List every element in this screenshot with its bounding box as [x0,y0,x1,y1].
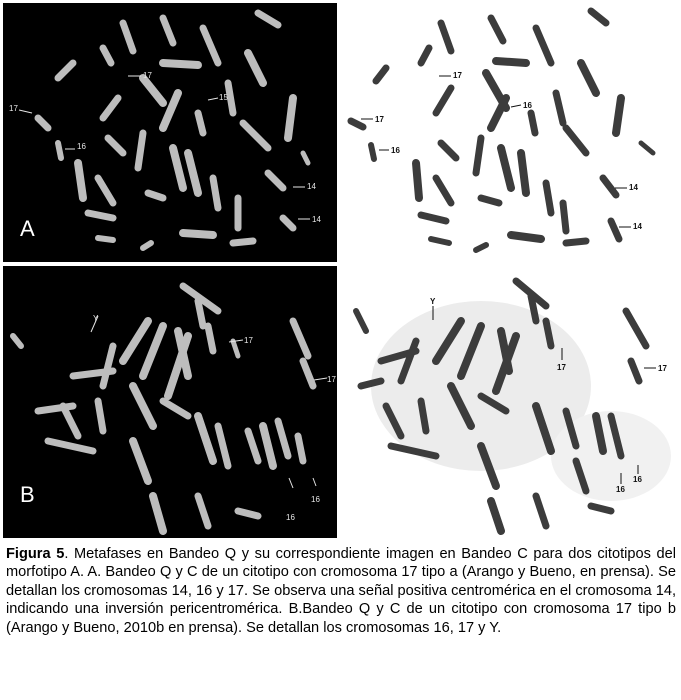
figure-caption [6,545,676,637]
figure-caption-label: Figura 5 [6,546,65,562]
label-17-a-q-2: 17 [9,104,18,113]
label-17-b-q-2: 17 [327,375,336,384]
panel-b-c-banding [341,266,678,538]
figure-caption-text: . Metafases en Bandeo Q y su correspondiente imagen en Bandeo C para dos citotipos del morfotipo A. A. Bandeo Q y C de un citotipo con cromosoma 17 tipo a (Arango y Bueno, en prensa). Se detallan los cromosomas 14, 16 y 17. Se observa una señal positiva centromérica en el cromosoma 14, indicando una inversión pericentromérica. B.Bandeo Q y C de un citotipo con cromosoma 17 tipo b (Arango y Bueno, 2010b en prensa). Se detallan los cromosomas 16, 17 y Y. [6,546,677,636]
label-14-a-c-1: 14 [629,183,638,192]
label-17-b-c-2: 17 [658,364,667,373]
label-16-a-q: 16 [77,142,86,151]
label-16-b-q-2: 16 [311,495,320,504]
panel-label-a: A [20,216,35,241]
panel-a-c-image [341,3,678,262]
label-14-a-q-1: 14 [307,182,316,191]
label-17-b-q-1: 17 [244,336,253,345]
panel-a-q-banding [3,3,337,262]
label-17-b-c-1: 17 [557,363,566,372]
label-16-b-c-1: 16 [616,485,625,494]
panel-b-q-image [3,266,337,538]
panel-a-q-image [3,3,337,262]
label-16-a-c-1: 16 [523,101,532,110]
panel-b-q-banding [3,266,337,538]
label-14-a-c-2: 14 [633,222,642,231]
panel-b-c-image [341,266,678,538]
label-16-a-c-2: 16 [391,146,400,155]
label-17-a-c-1: 17 [453,71,462,80]
panel-label-b: B [20,482,35,507]
label-17-a-c-2: 17 [375,115,384,124]
label-17-a-q-1: 17 [143,71,152,80]
label-14-a-q-2: 14 [312,215,321,224]
label-16-b-c-2: 16 [633,475,642,484]
label-15-a-q: 15 [219,93,228,102]
label-y-b-q: Y [93,314,99,323]
label-16-b-q-1: 16 [286,513,295,522]
label-y-b-c: Y [430,297,436,306]
panel-a-c-banding [341,3,678,262]
